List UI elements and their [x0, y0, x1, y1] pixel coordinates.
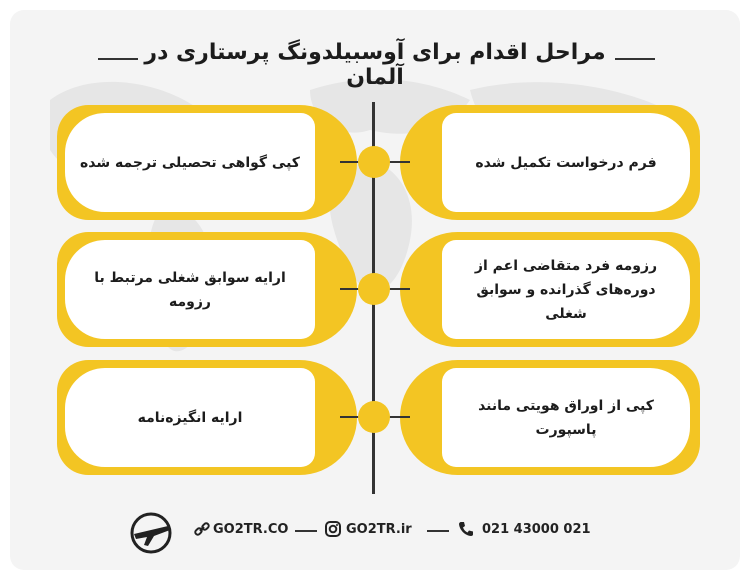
footer-separator — [427, 530, 449, 532]
title-right-rule — [615, 58, 655, 60]
phone-icon — [457, 520, 475, 538]
step-text: فرم درخواست تکمیل شده — [475, 154, 657, 171]
step-box-left — [65, 368, 315, 467]
instagram-handle[interactable]: GO2TR.ir — [346, 522, 412, 537]
step-text: کپی از اوراق هویتی مانند پاسپورت — [478, 397, 654, 438]
step-box-right — [442, 113, 690, 212]
instagram-icon — [324, 520, 342, 538]
step-text: ارایه انگیزه‌نامه — [137, 409, 243, 426]
timeline-dot — [358, 401, 390, 433]
title-left-rule — [98, 58, 138, 60]
step-box-right — [442, 368, 690, 467]
title-bar — [10, 38, 740, 90]
step-text: رزومه فرد متقاضی اعم از دوره‌های گذرانده و سوابق شغلی — [474, 257, 658, 322]
step-box-left — [65, 240, 315, 339]
timeline-dot — [358, 146, 390, 178]
website-link[interactable]: GO2TR.CO — [213, 522, 289, 537]
phone-number[interactable]: 021 43000 021 — [482, 522, 591, 537]
plane-logo-icon — [128, 510, 174, 556]
step-text: ارایه سوابق شغلی مرتبط با رزومه — [94, 269, 286, 310]
step-box-left — [65, 113, 315, 212]
page-title: مراحل اقدام برای آوسبیلدونگ پرستاری در آلمان — [144, 40, 606, 90]
step-text: کپی گواهی تحصیلی ترجمه شده — [80, 154, 300, 171]
link-icon — [193, 520, 211, 538]
timeline-dot — [358, 273, 390, 305]
footer-separator — [295, 530, 317, 532]
footer — [10, 510, 740, 550]
step-box-right — [442, 240, 690, 339]
infographic-card — [10, 10, 740, 570]
